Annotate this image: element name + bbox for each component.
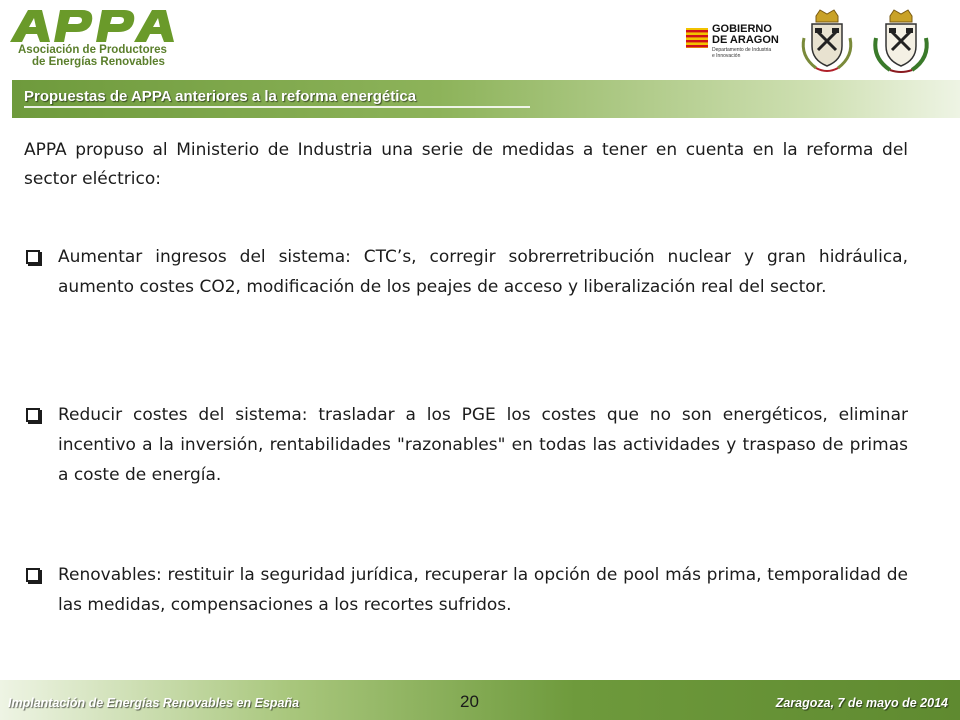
aragon-flag-icon	[686, 28, 708, 48]
checkbox-bullet-icon	[26, 568, 40, 582]
department-line2: e Innovación	[712, 52, 741, 59]
bullet-text: Reducir costes del sistema: trasladar a los PGE los costes que no son energéticos, eliminar incentivo a la inversión, rentabilidades "razonables" en todas las actividades y traspaso de primas a coste de energía.	[58, 405, 908, 485]
appa-logo	[6, 6, 186, 70]
page-number: 20	[460, 692, 479, 711]
department-name	[712, 48, 771, 59]
footer-date-location: Zaragoza, 7 de mayo de 2014	[775, 696, 948, 710]
appa-logo-line1: Asociación de Productores	[18, 44, 167, 56]
gobierno-aragon-name	[712, 24, 779, 46]
footer-presentation-title: Implantación de Energías Renovables en España	[8, 696, 300, 710]
coat-of-arms-icon	[794, 8, 860, 74]
checkbox-bullet-icon	[26, 250, 40, 264]
gobierno-line2: DE ARAGON	[712, 34, 779, 46]
bullet-text: Aumentar ingresos del sistema: CTC’s, corregir sobrerretribución nuclear y gran hidráulica, aumento costes CO2, modificación de los peajes de acceso y liberalización real del sector.	[58, 247, 908, 297]
coat-of-arms-icon	[868, 8, 934, 74]
title-underline	[24, 106, 530, 108]
appa-wordmark-icon	[6, 6, 176, 46]
title-bar	[12, 80, 960, 118]
list-item	[24, 560, 908, 620]
department-line1: Departamento de Industria	[712, 47, 772, 53]
appa-logo-line2: de Energías Renovables	[32, 56, 165, 68]
list-item	[24, 400, 908, 490]
intro-paragraph: APPA propuso al Ministerio de Industria una serie de medidas a tener en cuenta en la reforma del sector eléctrico:	[24, 140, 908, 189]
slide-title: Propuestas de APPA anteriores a la reforma energética	[24, 88, 417, 105]
list-item	[24, 242, 908, 302]
gobierno-line1: GOBIERNO	[712, 23, 772, 35]
bullet-text: Renovables: restituir la seguridad jurídica, recuperar la opción de pool más prima, temporalidad de las medidas, compensaciones a los recortes sufridos.	[58, 565, 908, 615]
checkbox-bullet-icon	[26, 408, 40, 422]
footer-bar	[0, 680, 960, 720]
gobierno-aragon-logo	[686, 24, 786, 64]
